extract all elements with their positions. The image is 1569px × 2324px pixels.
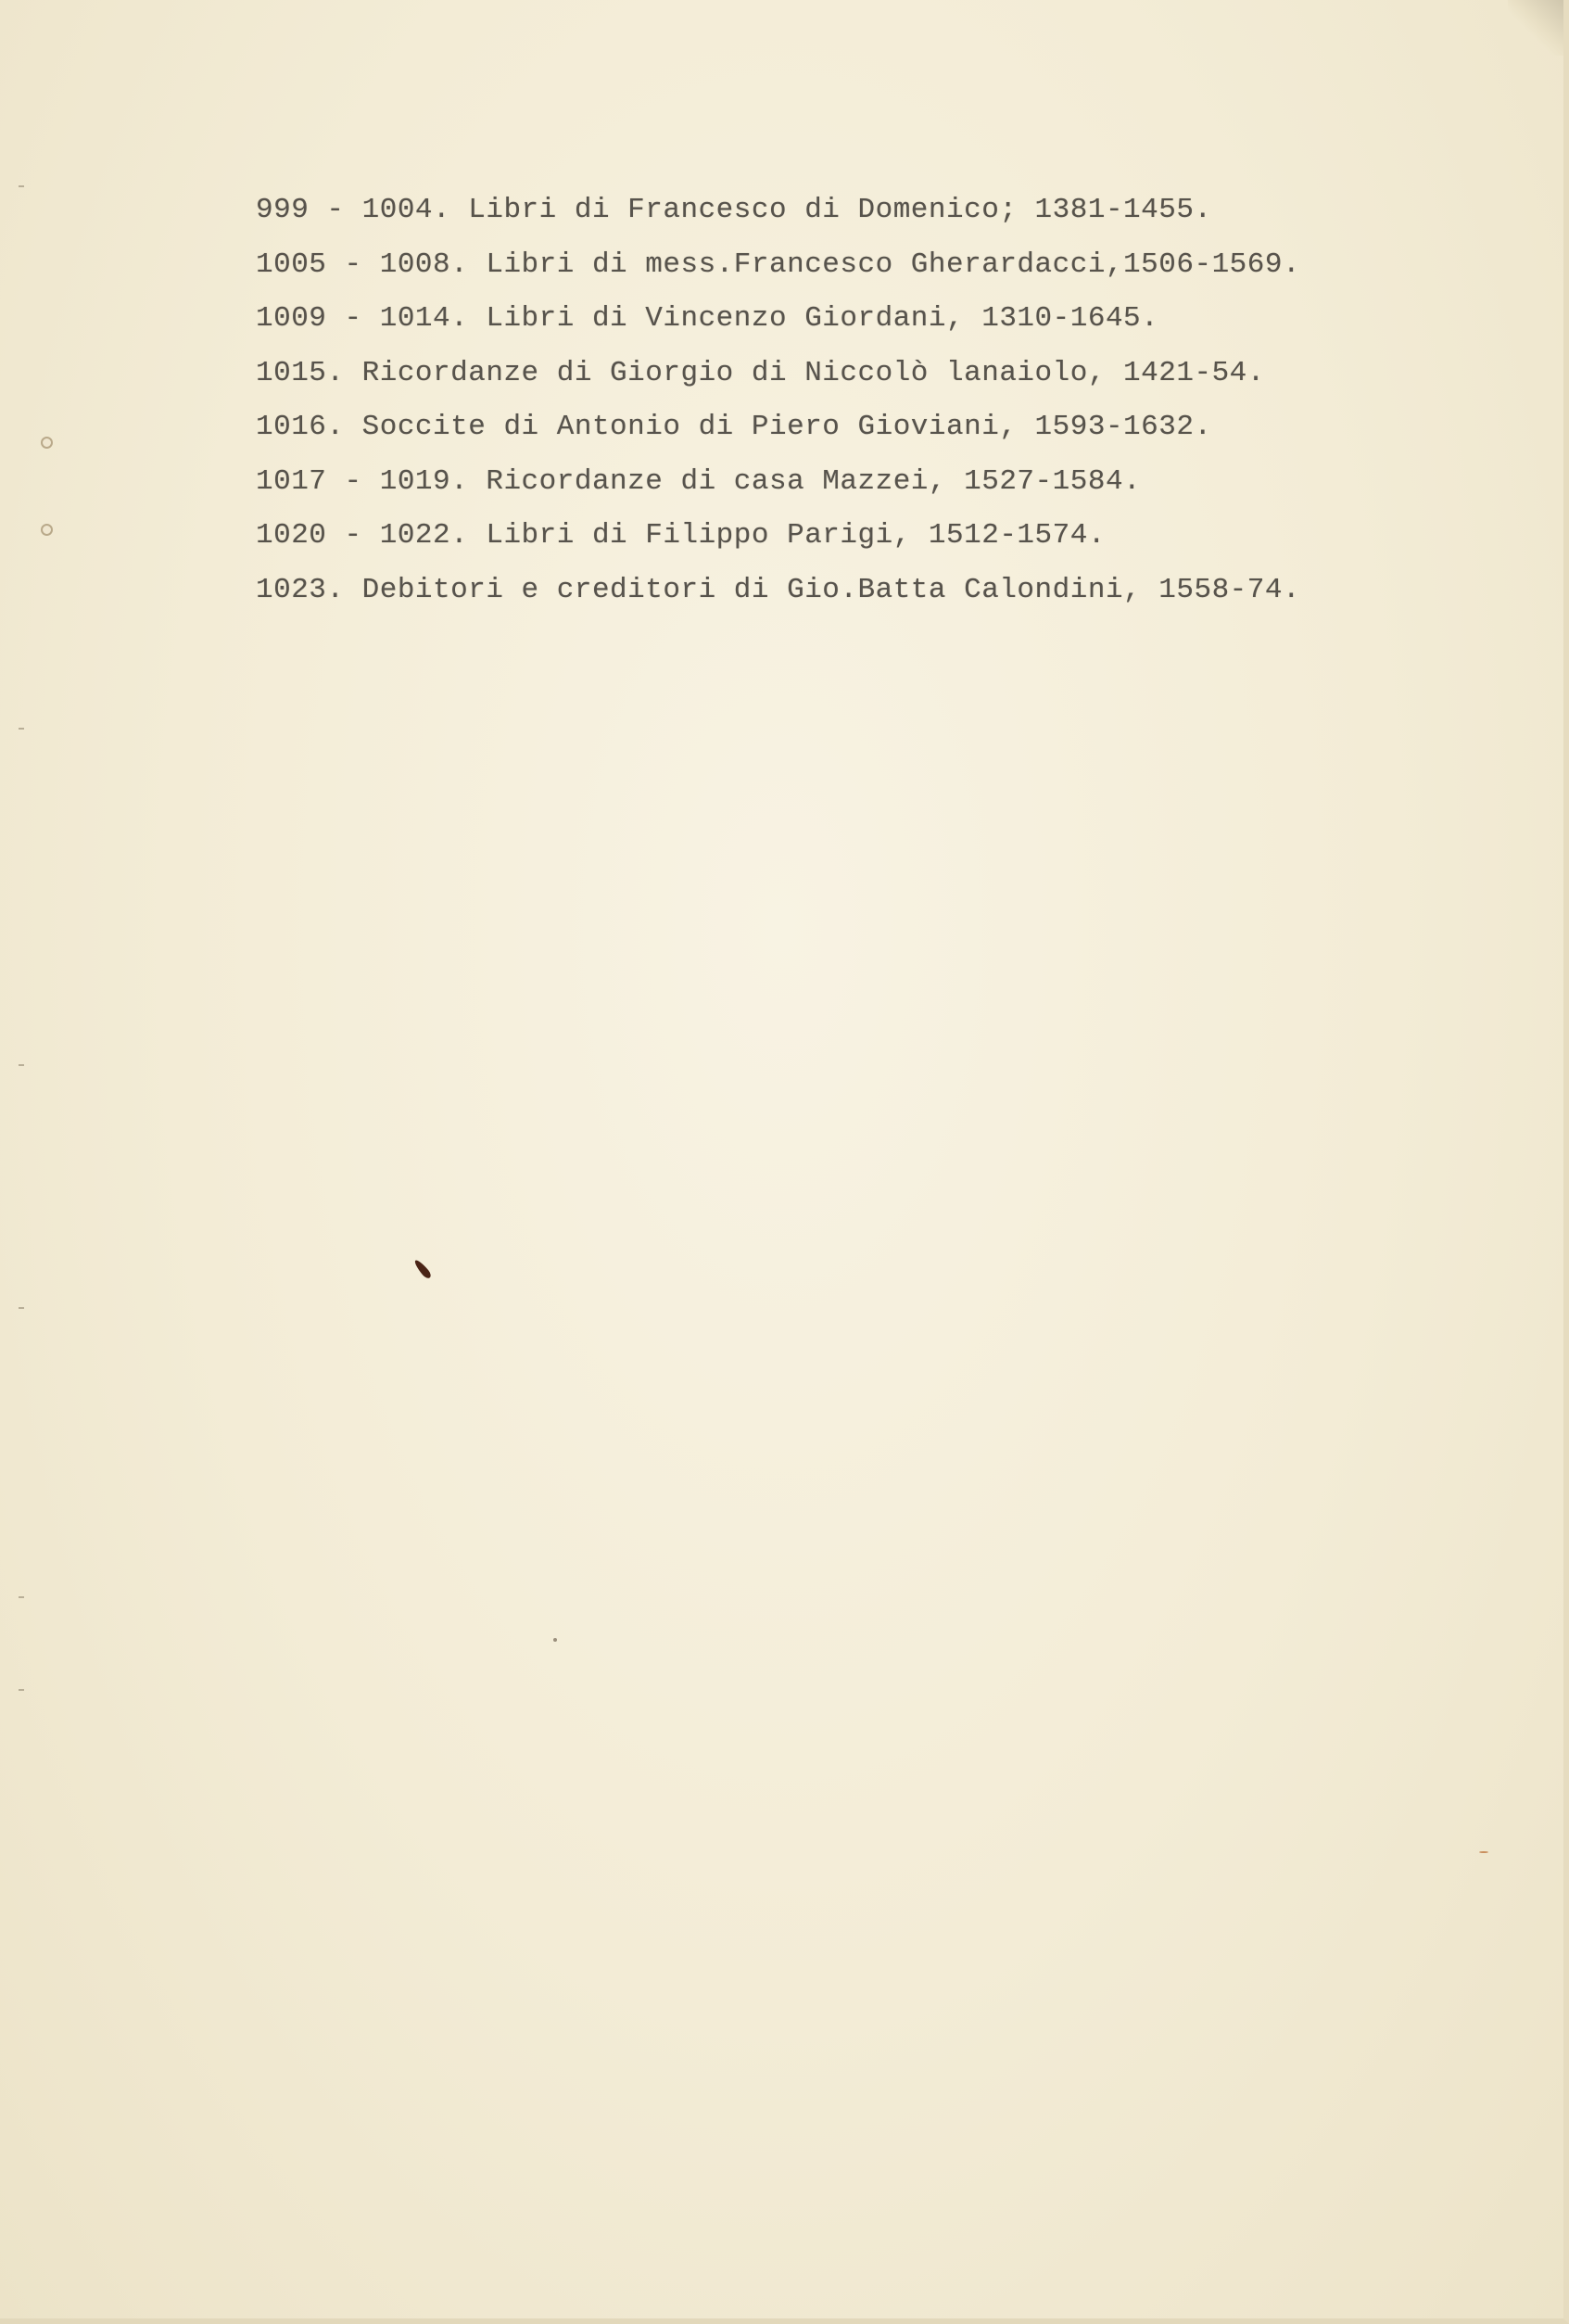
edge-mark [19,1596,24,1598]
binding-hole-bottom [41,524,53,536]
ink-blot [412,1258,433,1280]
paper-speck [1479,1851,1488,1853]
paper-speck [553,1638,557,1642]
edge-mark [19,1689,24,1691]
inventory-entry: 1017 - 1019. Ricordanze di casa Mazzei, 1527-1584. [256,464,1142,498]
edge-mark [19,1307,24,1309]
inventory-entry: 1005 - 1008. Libri di mess.Francesco Gherardacci,1506-1569. [256,248,1301,281]
inventory-entry: 1016. Soccite di Antonio di Piero Gioviani, 1593-1632. [256,411,1212,443]
edge-mark [19,185,24,187]
inventory-entry: 1015. Ricordanze di Giorgio di Niccolò lanaiolo, 1421-54. [256,356,1265,389]
inventory-entry: 1020 - 1022. Libri di Filippo Parigi, 1512-1574. [256,519,1106,552]
binding-hole-top [41,437,53,449]
inventory-entry: 1023. Debitori e creditori di Gio.Batta Calondini, 1558-74. [256,573,1301,606]
inventory-entry: 1009 - 1014. Libri di Vincenzo Giordani, 1310-1645. [256,302,1159,335]
edge-mark [19,728,24,730]
inventory-entry: 999 - 1004. Libri di Francesco di Domenico; 1381-1455. [256,194,1212,226]
edge-mark [19,1064,24,1066]
inventory-list [256,184,1461,617]
